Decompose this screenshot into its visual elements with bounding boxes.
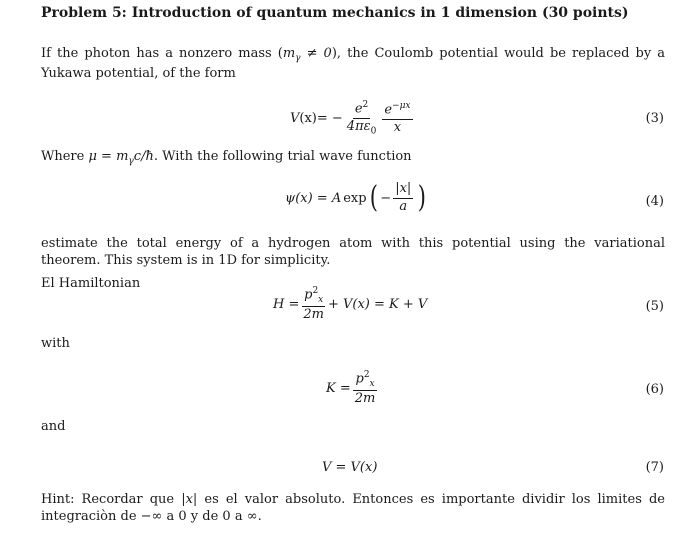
equation-7-number: (7) bbox=[645, 460, 664, 475]
eq3-fraction-1 bbox=[345, 100, 379, 137]
hint-text-4: . bbox=[257, 509, 262, 525]
eq5-frac-num-sub: x bbox=[318, 294, 324, 305]
equation-4-number: (4) bbox=[645, 194, 664, 209]
eq5-frac-den: 2m bbox=[303, 307, 324, 323]
hint-text-3: a 0 y de 0 a bbox=[162, 509, 247, 525]
eq3-frac1-num-exp: 2 bbox=[362, 100, 369, 110]
eq5-rhs: + V(x) = K + V bbox=[327, 297, 428, 313]
eq5-frac-num: p bbox=[304, 287, 313, 303]
eq3-frac1-den-sub: 0 bbox=[370, 126, 377, 137]
mu-definition-sub: γ bbox=[128, 156, 134, 167]
with-label: with bbox=[41, 336, 70, 351]
eq6-frac-num-sub: x bbox=[369, 378, 375, 389]
where-paragraph bbox=[41, 148, 665, 168]
eq3-frac1-den: 4πε bbox=[346, 119, 371, 135]
eq3-frac1-num: e bbox=[354, 101, 363, 117]
eq5-frac-num-sup: 2 bbox=[312, 286, 319, 296]
equation-7: V = V(x) bbox=[322, 460, 378, 475]
eq4-exp: exp bbox=[343, 190, 367, 206]
problem-title: Problem 5: Introduction of quantum mechanics in 1 dimension (30 points) bbox=[41, 5, 629, 21]
eq6-frac-den: 2m bbox=[354, 391, 376, 407]
eq4-left-paren: ( bbox=[369, 180, 378, 216]
estimate-paragraph: estimate the total energy of a hydrogen atom with this potential using the variational theorem. This system is in 1D for simplicity. bbox=[41, 236, 665, 269]
equation-6 bbox=[326, 370, 379, 407]
eq5-lhs: H = bbox=[273, 297, 300, 313]
intro-text-2: ), the Coulomb potential would be replaced by a Yukawa potential, of the form bbox=[41, 46, 665, 82]
hint-infinity: ∞ bbox=[246, 509, 258, 525]
eq3-lhs: V bbox=[290, 111, 300, 127]
photon-mass-symbol: m bbox=[282, 46, 296, 61]
equation-4 bbox=[285, 182, 429, 215]
eq4-lhs: ψ(x) = A bbox=[285, 190, 342, 206]
equation-5-number: (5) bbox=[645, 299, 664, 314]
eq6-lhs: K = bbox=[326, 381, 351, 397]
photon-mass-subscript: γ bbox=[295, 53, 301, 64]
hint-paragraph bbox=[41, 491, 665, 525]
eq6-frac-num: p bbox=[355, 371, 364, 387]
eq4-fraction bbox=[393, 182, 413, 215]
eq4-frac-num: |x| bbox=[393, 182, 413, 199]
eq3-lhs-arg: (x) bbox=[299, 111, 317, 127]
equation-6-number: (6) bbox=[645, 382, 664, 397]
hamiltonian-label: El Hamiltonian bbox=[41, 276, 141, 291]
hint-text-2: es el valor absoluto. Entonces es importante dividir los limites de integraciòn de bbox=[41, 492, 665, 525]
equation-3 bbox=[290, 100, 415, 137]
intro-paragraph bbox=[41, 45, 665, 83]
where-text-2: . With the following trial wave function bbox=[153, 149, 412, 164]
eq3-frac2-den: x bbox=[393, 120, 402, 136]
equation-5 bbox=[273, 286, 427, 323]
eq6-frac-num-sup: 2 bbox=[363, 370, 370, 380]
neq-zero: ≠ 0 bbox=[300, 46, 332, 61]
hint-text-1: Hint: Recordar que bbox=[41, 492, 182, 507]
eq4-right-paren: ) bbox=[418, 180, 427, 216]
equation-3-number: (3) bbox=[645, 111, 664, 126]
eq4-frac-den: a bbox=[399, 198, 408, 214]
hint-neg-infinity: −∞ bbox=[140, 509, 163, 525]
eq3-fraction-2 bbox=[382, 101, 412, 136]
mu-definition: μ = m bbox=[88, 149, 129, 164]
and-label: and bbox=[41, 419, 66, 434]
mu-definition-rest: c/ħ bbox=[133, 149, 154, 164]
hint-abs-x: |x| bbox=[181, 492, 198, 507]
eq3-frac2-num-exp: −μx bbox=[392, 101, 411, 111]
intro-text-1: If the photon has a nonzero mass ( bbox=[41, 46, 283, 61]
eq4-minus: − bbox=[380, 190, 392, 206]
eq5-fraction bbox=[301, 286, 326, 323]
eq3-equals: = − bbox=[316, 111, 343, 127]
where-text-1: Where bbox=[41, 149, 89, 164]
eq6-fraction bbox=[353, 370, 378, 407]
eq3-frac2-num: e bbox=[384, 102, 393, 118]
